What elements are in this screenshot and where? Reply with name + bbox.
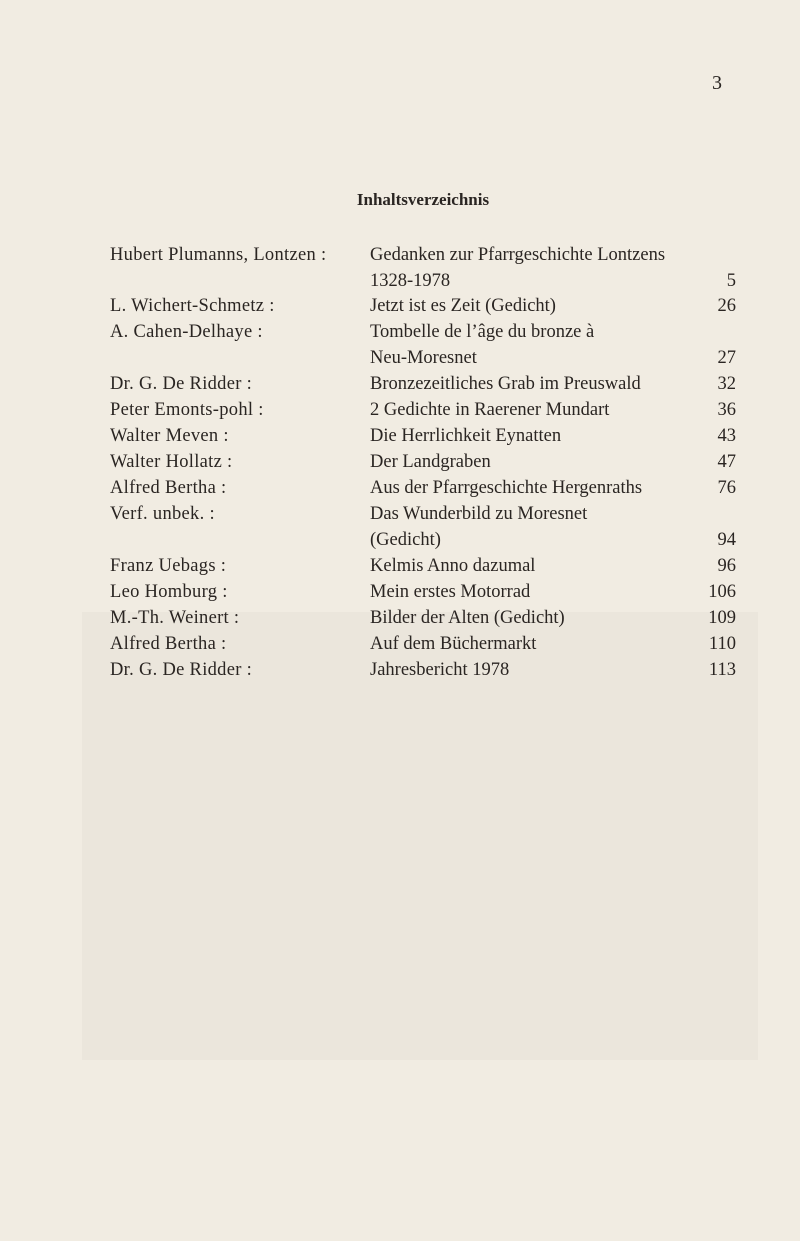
toc-title: Tombelle de l’âge du bronze à — [370, 322, 595, 342]
toc-page: 76 — [717, 478, 736, 498]
toc-page: 110 — [708, 634, 736, 654]
toc-entry — [0, 579, 800, 605]
toc-entry — [0, 397, 800, 423]
toc-author: Dr. G. De Ridder : — [110, 374, 253, 394]
page-number: 3 — [712, 72, 722, 94]
toc-entry — [0, 293, 800, 319]
toc-page: 43 — [717, 426, 736, 446]
toc-author: Dr. G. De Ridder : — [110, 660, 253, 680]
toc-title-continued: (Gedicht) — [370, 530, 441, 550]
toc-title: Aus der Pfarrgeschichte Hergenraths — [370, 478, 643, 498]
toc-entry — [0, 605, 800, 631]
toc-entry — [0, 242, 800, 268]
toc-page: 47 — [717, 452, 736, 472]
toc-entry — [0, 371, 800, 397]
toc-entry-continuation — [0, 527, 800, 553]
toc-author: Verf. unbek. : — [110, 504, 215, 524]
toc-title: Jetzt ist es Zeit (Gedicht) — [370, 296, 556, 316]
toc-entry-continuation — [0, 345, 800, 371]
toc-title: Kelmis Anno dazumal — [370, 556, 536, 576]
toc-title: 2 Gedichte in Raerener Mundart — [370, 400, 610, 420]
toc-author: Franz Uebags : — [110, 556, 227, 576]
toc-title: Der Landgraben — [370, 452, 491, 472]
toc-page: 94 — [717, 530, 736, 550]
toc-entry — [0, 631, 800, 657]
toc-author: Alfred Bertha : — [110, 478, 227, 498]
toc-page: 106 — [708, 582, 736, 602]
toc-page: 26 — [717, 296, 736, 316]
toc-entry — [0, 501, 800, 527]
toc-title: Mein erstes Motorrad — [370, 582, 531, 602]
toc-author: M.-Th. Weinert : — [110, 608, 240, 628]
toc-page: 36 — [717, 400, 736, 420]
toc-author: Hubert Plumanns, Lontzen : — [110, 245, 327, 265]
toc-entry — [0, 475, 800, 501]
toc-author: L. Wichert-Schmetz : — [110, 296, 275, 316]
toc-title: Gedanken zur Pfarrgeschichte Lontzens — [370, 245, 666, 265]
toc-author: Peter Emonts-pohl : — [110, 400, 264, 420]
toc-author: Alfred Bertha : — [110, 634, 227, 654]
toc-page: 5 — [726, 271, 736, 291]
toc-title: Auf dem Büchermarkt — [370, 634, 537, 654]
toc-title: Die Herrlichkeit Eynatten — [370, 426, 562, 446]
toc-entry — [0, 657, 800, 683]
toc-entry — [0, 423, 800, 449]
toc-title: Das Wunderbild zu Moresnet — [370, 504, 588, 524]
toc-author: A. Cahen-Delhaye : — [110, 322, 263, 342]
toc-page: 32 — [717, 374, 736, 394]
toc-page: 96 — [717, 556, 736, 576]
toc-entry — [0, 449, 800, 475]
toc-entry-continuation — [0, 268, 800, 294]
toc-author: Walter Hollatz : — [110, 452, 233, 472]
toc-page: 27 — [717, 348, 736, 368]
toc-heading: Inhaltsverzeichnis — [356, 190, 490, 209]
toc-title: Bilder der Alten (Gedicht) — [370, 608, 565, 628]
toc-author: Walter Meven : — [110, 426, 229, 446]
toc-entry — [0, 319, 800, 345]
toc-page: 109 — [708, 608, 736, 628]
toc-title-continued: Neu-Moresnet — [370, 348, 477, 368]
toc-entry — [0, 553, 800, 579]
toc-title: Jahresbericht 1978 — [370, 660, 510, 680]
toc-title: Bronzezeitliches Grab im Preuswald — [370, 374, 641, 394]
toc-page: 113 — [708, 660, 736, 680]
toc-title-continued: 1328-1978 — [370, 271, 451, 291]
toc-author: Leo Homburg : — [110, 582, 228, 602]
